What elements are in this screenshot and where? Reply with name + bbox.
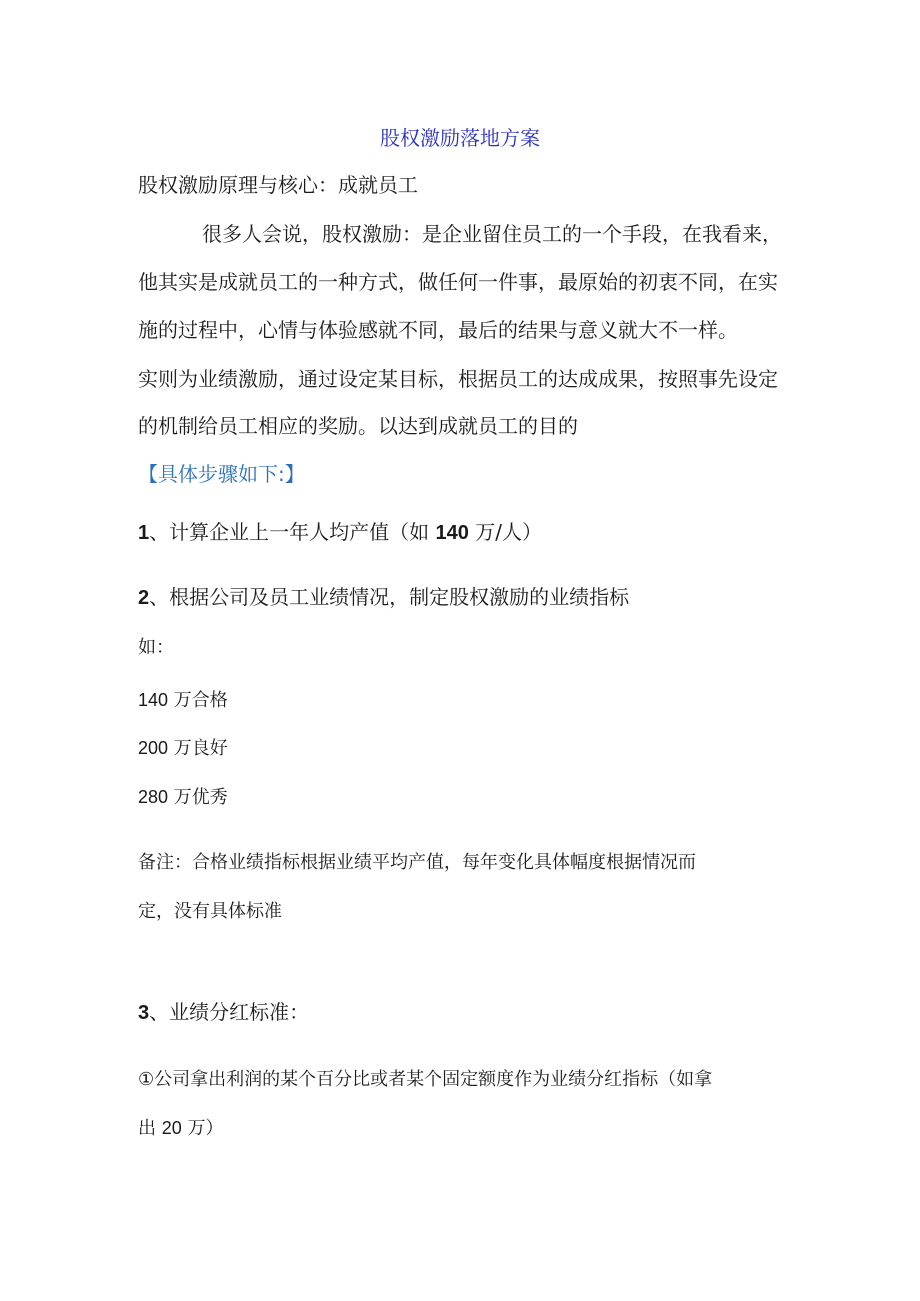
paragraph-line: 他其实是成就员工的一种方式，做任何一件事，最原始的初衷不同，在实	[138, 270, 778, 294]
item-text: 出	[138, 1118, 162, 1139]
document-title: 股权激励落地方案	[380, 126, 540, 150]
step-text: 根据公司及员工业绩情况，制定股权激励的业绩指标	[169, 585, 630, 609]
section-heading: 股权激励原理与核心：成就员工	[138, 173, 418, 197]
level-value: 200	[138, 738, 169, 758]
step-number: 2	[138, 587, 150, 609]
step-separator: 、	[149, 520, 170, 544]
paragraph-line: 施的过程中，心情与体验感就不同，最后的结果与意义就大不一样。	[138, 318, 738, 342]
item-text: 万）	[181, 1118, 224, 1139]
level-value: 280	[138, 787, 169, 807]
item-value: 20	[161, 1118, 182, 1138]
paragraph-line: 的机制给员工相应的奖励。以达到成就员工的目的	[138, 414, 578, 438]
note-line: 定，没有具体标准	[138, 901, 282, 922]
step-number: 1	[138, 522, 150, 544]
level-item	[138, 686, 228, 715]
level-text: 万良好	[168, 738, 228, 759]
step-1	[138, 518, 542, 547]
paragraph-line: 实则为业绩激励，通过设定某目标，根据员工的达成成果，按照事先设定	[138, 367, 778, 391]
note-line: 备注：合格业绩指标根据业绩平均产值，每年变化具体幅度根据情况而	[138, 852, 696, 873]
step-2	[138, 583, 629, 612]
step-text: 计算企业上一年人均产值（如	[169, 520, 436, 544]
step-text: 万/人）	[468, 520, 542, 544]
level-text: 万合格	[168, 690, 228, 711]
level-value: 140	[138, 690, 169, 710]
example-label: 如：	[138, 637, 174, 658]
step-3	[138, 998, 309, 1027]
item-1-line	[138, 1114, 224, 1143]
steps-header: 【具体步骤如下:】	[138, 462, 305, 486]
level-item	[138, 734, 228, 763]
level-item	[138, 783, 228, 812]
step-value: 140	[435, 522, 469, 544]
step-number: 3	[138, 1002, 150, 1024]
paragraph-line: 很多人会说，股权激励：是企业留住员工的一个手段，在我看来，	[202, 222, 782, 246]
level-text: 万优秀	[168, 787, 228, 808]
step-separator: 、	[149, 1000, 170, 1024]
step-text: 业绩分红标准：	[169, 1000, 310, 1024]
step-separator: 、	[149, 585, 170, 609]
item-1-line: ①公司拿出利润的某个百分比或者某个固定额度作为业绩分红指标（如拿	[138, 1069, 713, 1090]
